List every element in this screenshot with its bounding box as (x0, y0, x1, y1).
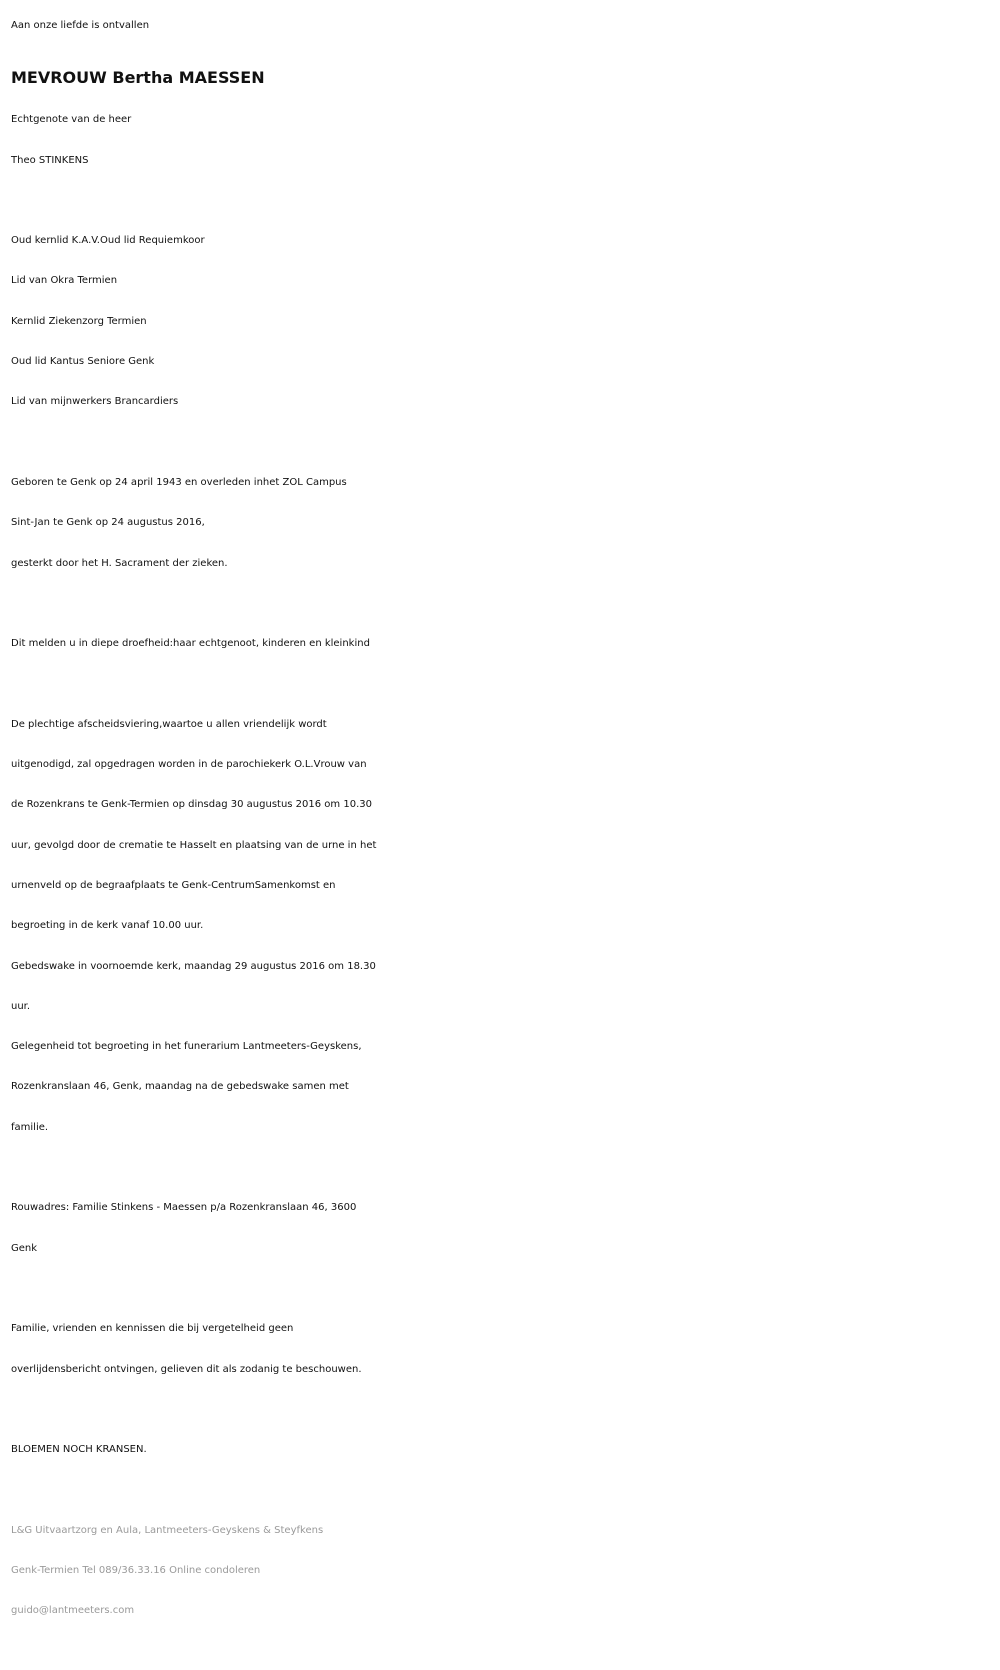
membership-item: Lid van Okra Termien (11, 275, 118, 287)
funeral-home-footer (11, 1511, 996, 1632)
deceased-name: MEVROUW Bertha MAESSEN (11, 68, 265, 88)
paragraph-line: uur. (11, 1000, 31, 1012)
spacer (11, 1390, 996, 1430)
paragraph-line: gesterkt door het H. Sacrament der zieken. (11, 557, 228, 569)
membership-item: Kernlid Ziekenzorg Termien (11, 315, 147, 327)
paragraph-line: Sint-Jan te Genk op 24 augustus 2016, (11, 517, 205, 529)
spouse-line: Echtgenote van de heer (11, 114, 132, 126)
paragraph-line: overlijdensbericht ontvingen, gelieven dit als zodanig te beschouwen. (11, 1363, 362, 1375)
flowers-notice: BLOEMEN NOCH KRANSEN. (11, 1444, 147, 1456)
birth-death-paragraph (11, 463, 996, 584)
paragraph-line: Gebedswake in voornoemde kerk, maandag 29 augustus 2016 om 18.30 (11, 960, 376, 972)
ceremony-paragraph (11, 705, 996, 1148)
paragraph-line: Geboren te Genk op 24 april 1943 en overleden inhet ZOL Campus (11, 476, 347, 488)
paragraph-line: begroeting in de kerk vanaf 10.00 uur. (11, 920, 204, 932)
spacer (11, 1148, 996, 1188)
paragraph-line: De plechtige afscheidsviering,waartoe u allen vriendelijk wordt (11, 718, 327, 730)
membership-item: Oud lid Kantus Seniore Genk (11, 356, 155, 368)
obituary-document (11, 6, 996, 1632)
paragraph-line: uur, gevolgd door de crematie te Hasselt en plaatsing van de urne in het (11, 839, 377, 851)
membership-item: Lid van mijnwerkers Brancardiers (11, 396, 179, 408)
notice-paragraph (11, 1309, 996, 1390)
footer-line: Genk-Termien Tel 089/36.33.16 Online condoleren (11, 1564, 261, 1576)
name-block (11, 46, 996, 100)
paragraph-line: familie. (11, 1121, 49, 1133)
announcement-text: Dit melden u in diepe droefheid:haar echtgenoot, kinderen en kleinkind (11, 638, 370, 650)
spacer (11, 584, 996, 624)
spacer (11, 181, 996, 221)
paragraph-line: uitgenodigd, zal opgedragen worden in de parochiekerk O.L.Vrouw van (11, 759, 367, 771)
memberships-list (11, 221, 996, 422)
paragraph-line: Familie, vrienden en kennissen die bij vergetelheid geen (11, 1323, 294, 1335)
paragraph-line: Rozenkranslaan 46, Genk, maandag na de gebedswake samen met (11, 1081, 349, 1093)
intro-text: Aan onze liefde is ontvallen (11, 20, 150, 31)
spacer (11, 423, 996, 463)
spacer (11, 1269, 996, 1309)
footer-email: guido@lantmeeters.com (11, 1605, 135, 1617)
spacer (11, 1470, 996, 1510)
mourning-address (11, 1188, 996, 1269)
spacer (11, 664, 996, 704)
paragraph-line: Gelegenheid tot begroeting in het funerarium Lantmeeters-Geyskens, (11, 1041, 362, 1053)
paragraph-line: Rouwadres: Familie Stinkens - Maessen p/a Rozenkranslaan 46, 3600 (11, 1202, 357, 1214)
paragraph-line: Genk (11, 1242, 38, 1254)
spouse-name: Theo STINKENS (11, 154, 89, 166)
paragraph-line: urnenveld op de begraafplaats te Genk-CentrumSamenkomst en (11, 879, 336, 891)
footer-line: L&G Uitvaartzorg en Aula, Lantmeeters-Geyskens & Steyfkens (11, 1524, 324, 1536)
membership-item: Oud kernlid K.A.V.Oud lid Requiemkoor (11, 235, 205, 247)
paragraph-line: de Rozenkrans te Genk-Termien op dinsdag 30 augustus 2016 om 10.30 (11, 799, 372, 811)
